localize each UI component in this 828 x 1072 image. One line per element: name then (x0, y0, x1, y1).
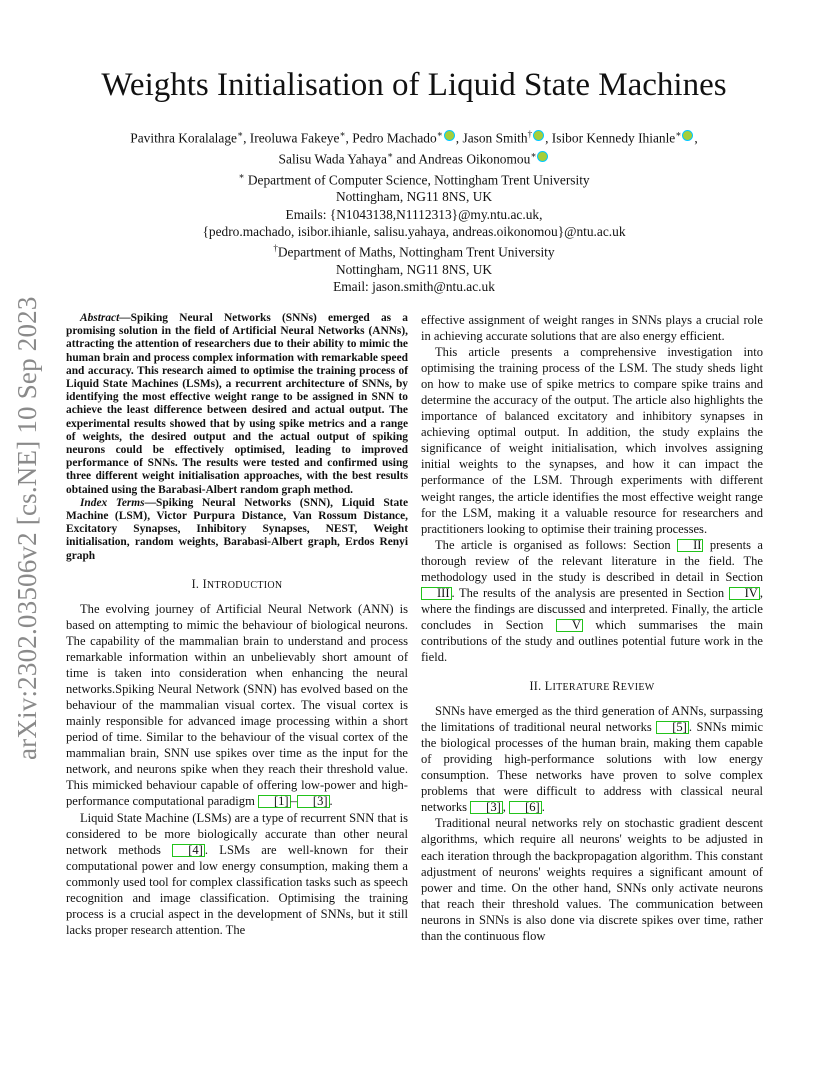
right-column (421, 312, 763, 944)
affiliation-cs (60, 168, 768, 189)
affil-mark: ∗ (236, 129, 244, 139)
author-name: , Jason Smith (455, 130, 528, 146)
affil-mark: ∗ (238, 170, 245, 181)
author-name: , Pedro Machado (345, 130, 437, 146)
affil-mark: ∗ (530, 149, 537, 160)
paragraph-text: presents a thorough review of the relevant literature in the field. The methodology used in the study is described in detail in Section (421, 537, 763, 584)
paragraph-text: The evolving journey of Artificial Neural Network (ANN) is based on attempting to mimic the behaviour of biological neurons. The capability of the mammalian brain to understand and process remarkable information within an unbelievably short amount of time is taken into consideration when enhancing the neural networks.Spiking Neural Network (SNN) has evolved based on the behaviour of the mammalian visual cortex. The visual cortex is mainly responsible for advanced image processing within a short period of time. Similar to the behaviour of the visual cortex of the mammalian brain, SNN use spikes over time as the input for the network, and neurons spike when they reach their threshold value. This mimicked behaviour capable of offering low-power and high-performance computational paradigm (66, 601, 408, 809)
index-terms-body: —Spiking Neural Networks (SNN), Liquid State Machine (LSM), Victor Purpura Distance, Van Rossum Distance, Excitatory Synapses, Inhibitory Synapses, NEST, Weight initialisation, random weights, Barabasi-Albert graph, Erdos Renyi graph (66, 496, 408, 562)
paragraph-text: . (329, 794, 333, 809)
author-name: , Ireoluwa Fakeye (243, 130, 340, 146)
author-name: Pavithra Koralalage (130, 130, 237, 146)
paragraph-text: . LSMs are well-known for their computational power and low energy consumption, making them a commonly used tool for complex classification tasks such as speech recognition and image classification. Optimising the training process is a crucial aspect in the development of SNNs, but it still lacks proper research attention. The (66, 842, 409, 937)
paragraph-text: The article is organised as follows: Section (435, 537, 678, 552)
lit-paragraph-2: Traditional neural networks rely on stochastic gradient descent algorithms, which require all neurons' weights to be adjusted in each iteration through the backpropagation algorithm. This constant adjustment of neurons' weights requires a significant amount of power and time. On the other hand, SNNs only activate neurons that reach their threshold values. The communication between neurons in SNNs is also done via discrete spikes over time, rather than the continuous flow (421, 816, 763, 943)
orcid-icon[interactable] (533, 130, 544, 141)
author-line-1: Pavithra Koralalage∗, Ireoluwa Fakeye∗, Pedro Machado∗ , Jason Smith† , Isibor Kennedy Ihianle∗ , (130, 129, 698, 146)
citation-link[interactable]: [3] (470, 801, 503, 814)
affiliation-text: Department of Computer Science, Nottingham Trent University (244, 172, 590, 187)
section-number: II. (529, 679, 545, 694)
affil-mark: † (527, 129, 533, 139)
section-initial: I (202, 576, 207, 591)
intro-paragraph-continued: effective assignment of weight ranges in SNNs plays a crucial role in achieving accurate solutions that are also energy efficient. (421, 313, 763, 344)
citation-link[interactable]: [3] (297, 795, 330, 808)
author-name: Salisu Wada Yahaya (278, 151, 387, 167)
paragraph-text: SNNs have emerged as the third generation of ANNs, surpassing the limitations of traditional neural networks (421, 704, 763, 735)
citation-link[interactable]: [6] (509, 801, 542, 814)
index-terms-label: Index Terms (80, 496, 145, 509)
paragraph-text: , where the findings are discussed and interpreted. Finally, the article concludes in Section (421, 585, 763, 632)
author-line-2 (60, 147, 768, 168)
orcid-icon[interactable] (537, 151, 548, 162)
abstract (66, 312, 408, 497)
paragraph-text: which summarises the main contributions of the study and outlines potential future work in the field. (421, 617, 763, 664)
section-link[interactable]: IV (729, 587, 760, 600)
affil-mark: ∗ (436, 129, 443, 139)
affil-mark: † (273, 243, 278, 254)
section-number: I. (191, 576, 203, 591)
citation-link[interactable]: [1] (258, 795, 291, 808)
address-2: Nottingham, NG11 8NS, UK (335, 261, 493, 277)
arxiv-stamp: arXiv:2302.03506v2 [cs.NE] 10 Sep 2023 (12, 296, 42, 760)
author-name: , Isibor Kennedy Ihianle (545, 130, 676, 146)
affiliation-maths (60, 240, 768, 261)
orcid-icon[interactable] (444, 130, 455, 141)
abstract-label: Abstract (80, 312, 120, 324)
emails-line-1: Emails: {N1043138,N1112313}@my.ntu.ac.uk, (285, 206, 543, 222)
orcid-icon[interactable] (682, 130, 693, 141)
citation-link[interactable]: [4] (172, 844, 205, 857)
intro-paragraph-3: This article presents a comprehensive investigation into optimising the training process of the LSM. The study sheds light on how to make use of spike metrics to compare spike trains and determine the accuracy of the output. The article also highlights the importance of balanced excitatory and inhibitory synapses in achieving optimal output. In addition, the study explains the significance of weight initialisation, which involves assigning initial weights to the synapses, and how it can impact the performance of the LSM. Through experiments with different weight ranges, the article identifies the most effective weight range for the LSM, making it a valuable resource for researchers and practitioners looking to optimise their training processes. (421, 345, 763, 536)
citation-link[interactable]: [5] (656, 721, 689, 734)
section-heading-introduction (66, 576, 408, 594)
left-column (66, 312, 408, 938)
section-rest: ITERATURE (552, 682, 613, 694)
section-initial: L (544, 679, 553, 694)
paragraph-text: . The results of the analysis are presented in Section (451, 585, 729, 600)
author-name: and Andreas Oikonomou (393, 151, 531, 167)
author-block (60, 126, 768, 296)
intro-paragraph-4 (421, 537, 763, 665)
paragraph-text: – (290, 794, 297, 809)
section-link[interactable]: III (421, 587, 452, 600)
affiliation-text: Department of Maths, Nottingham Trent University (277, 244, 555, 260)
section-link[interactable]: V (556, 619, 583, 632)
emails-line-2: {pedro.machado, isibor.ihianle, salisu.yahaya, andreas.oikonomou}@ntu.ac.uk (202, 223, 626, 239)
affil-mark: ∗ (386, 149, 394, 160)
intro-paragraph-2 (66, 810, 408, 938)
paragraph-text: , (502, 800, 510, 815)
section-rest: EVIEW (620, 682, 655, 694)
paragraph-text: Liquid State Machine (LSMs) are a type of recurrent SNN that is considered to be more biologically accurate than other neural network methods (66, 810, 408, 857)
section-heading-literature-review (421, 678, 763, 696)
index-terms (66, 497, 408, 563)
paper-title: Weights Initialisation of Liquid State Machines (101, 67, 727, 103)
paragraph-text: . (541, 800, 545, 815)
section-link[interactable]: II (677, 539, 703, 552)
address-1: Nottingham, NG11 8NS, UK (335, 189, 493, 205)
section-rest: NTRODUCTION (206, 579, 283, 591)
lit-paragraph-1 (421, 703, 763, 815)
affil-mark: ∗ (339, 129, 346, 139)
paragraph-text: . SNNs mimic the biological processes of the human brain, making them capable of providing high-performance solutions with low energy consumption. These networks have proven to solve complex problems that were difficult to address with classical neural networks (421, 720, 764, 815)
affil-mark: ∗ (675, 129, 682, 139)
abstract-body: —Spiking Neural Networks (SNNs) emerged as a promising solution in the field of Artificial Neural Networks (ANNs), attracting the attention of researchers due to their ability to mimic the human brain and process complex information with remarkable speed and accuracy. This research aimed to optimise the training process of Liquid State Machines (LSMs), a recurrent architecture of SNNs, by identifying the most effective weight range to be assigned in SNN to achieve the least difference between desired and actual output. The experimental results showed that by using spike metrics and a range of weights, the desired output and the actual output of spiking neurons could be effectively optimised, leading to improved performance of SNNs. The results were tested and confirmed using three different weight initialisation approaches, with the best results obtained using the Barabasi-Albert random graph method. (66, 312, 408, 496)
section-initial: R (612, 679, 621, 694)
email-line-3: Email: jason.smith@ntu.ac.uk (333, 279, 495, 295)
intro-paragraph-1 (66, 601, 408, 810)
